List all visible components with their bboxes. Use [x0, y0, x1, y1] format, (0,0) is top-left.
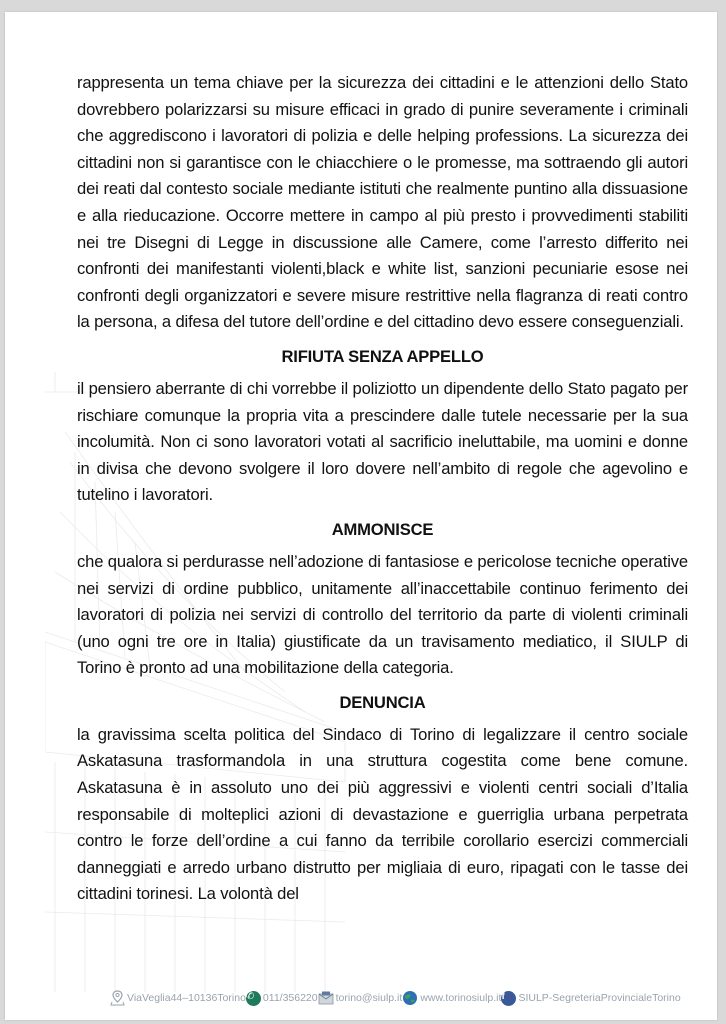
footer-website[interactable]	[402, 990, 501, 1006]
section-body-denuncia: la gravissima scelta politica del Sindaco di Torino di legalizzare il centro sociale Askatasuna trasformandola in una struttura cogestita come bene comune. Askatasuna è in assoluto uno dei più aggressivi e violenti centri sociali d’Italia responsabile di molteplici azioni di devastazione e guerriglia urbana perpetrata contro le forze dell’ordine a cui fanno da terribile corollario esercizi commerciali danneggiati e arredo urbano distrutto per migliaia di euro, ripagati con le tasse dei cittadini torinesi. La volontà del	[77, 724, 688, 904]
globe-icon	[402, 990, 418, 1006]
facebook-icon: f	[501, 991, 516, 1006]
facebook-text: SIULP-SegreteriaProvincialeTorino	[518, 992, 681, 1004]
location-pin-icon	[110, 990, 125, 1006]
email-text: torino@siulp.it	[335, 992, 403, 1004]
phone-text: 011/356220	[262, 992, 318, 1004]
document-body	[77, 70, 688, 908]
address-text: ViaVeglia44–10136Torino	[127, 992, 246, 1004]
email-icon	[318, 991, 334, 1005]
footer-email[interactable]	[318, 991, 403, 1005]
intro-paragraph: rappresenta un tema chiave per la sicurezza dei cittadini e le attenzioni dello Stato dovrebbero polarizzarsi su misure efficaci in grado di punire severamente i criminali che aggrediscono i lavoratori di polizia e delle helping professions. La sicurezza dei cittadini non si garantisce con le chiacchiere o le promesse, ma sottraendo gli autori dei reati dal contesto sociale mediante istituti che realmente puntino alla dissuasione e alla rieducazione. Occorre mettere in campo al più presto i provvedimenti stabiliti nei tre Disegni di Legge in discussione alle Camere, come l’arresto differito nei confronti dei manifestanti violenti,black e white list, sanzioni pecuniarie esose nei confronti degli organizzatori e severe misure restrittive nella flagranza di reati contro la persona, a difesa del tutore dell’ordine e del cittadino devo essere conseguenziali.	[77, 73, 688, 332]
footer-contacts	[110, 987, 681, 1009]
section-body-rifiuta: il pensiero aberrante di chi vorrebbe il poliziotto un dipendente dello Stato pagato per rischiare comunque la propria vita a prescindere dalle tutele necessarie per la sua incolumità. Non ci sono lavoratori votati al sacrificio ineluttabile, ma uomini e donne in divisa che devono svolgere il loro dovere nell’ambito di regole che agevolino e tutelino i lavoratori.	[77, 378, 688, 505]
website-text: www.torinosiulp.it	[420, 992, 502, 1004]
footer-facebook[interactable]	[501, 991, 680, 1006]
section-heading-rifiuta: RIFIUTA SENZA APPELLO	[281, 346, 484, 366]
footer-address	[110, 990, 246, 1006]
section-heading-ammonisce: AMMONISCE	[331, 519, 434, 539]
document-page	[5, 12, 717, 1020]
section-heading-denuncia: DENUNCIA	[339, 692, 426, 712]
footer-phone	[246, 991, 318, 1006]
section-body-ammonisce: che qualora si perdurasse nell’adozione di fantasiose e pericolose tecniche operative nei servizi di ordine pubblico, unitamente all’inaccettabile continuo ferimento dei lavoratori di polizia nei servizi di controllo del territorio da parte di violenti criminali (uno ogni tre ore in Italia) giustificate da un travisamento mediatico, il SIULP di Torino è pronto ad una mobilitazione della categoria.	[77, 551, 688, 678]
phone-icon: ✆	[246, 991, 261, 1006]
